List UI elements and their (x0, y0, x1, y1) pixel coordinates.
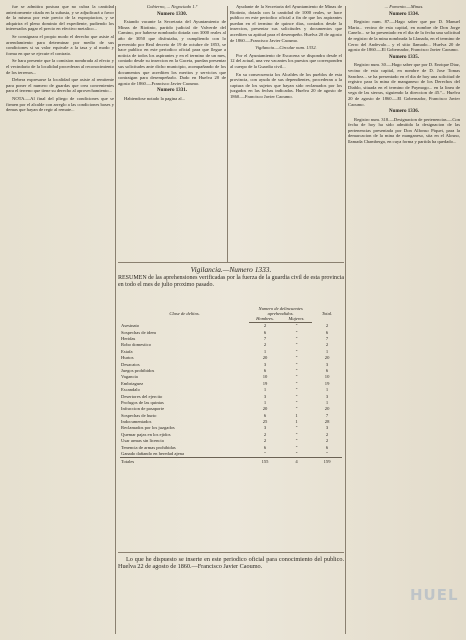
row-label: Sospechas de idem (121, 329, 156, 335)
row-men: 2 (263, 438, 267, 444)
row-total: 3 (325, 425, 329, 431)
col2-paragraph: Habiendose notado la pagina al... (124, 95, 186, 101)
notice-number: Numero 1331. (157, 88, 187, 94)
row-women: " (295, 425, 298, 431)
library-stamp-watermark: HUEL (410, 586, 459, 604)
section-header: ... Fomento.—Minas. (384, 4, 424, 9)
row-men: 25 (262, 419, 268, 425)
row-women: " (295, 444, 298, 450)
row-label: Embriaguez (121, 380, 144, 386)
row-label: Vagancia (121, 374, 138, 380)
table-header-women: Mujeres. (281, 316, 312, 322)
totals-label: Totales (120, 457, 249, 465)
row-total: 20 (324, 355, 330, 361)
row-label: Usar armas sin licencia (121, 438, 164, 444)
row-women: " (295, 399, 298, 405)
row-men: 3 (263, 425, 267, 431)
table-header-class: Clase de delitos. (169, 311, 200, 317)
row-label: Quemar pajas en los ejidos (121, 431, 171, 437)
section-signature: Vigilancia.—Circular num. 1332. (255, 45, 317, 51)
row-men: 3 (263, 393, 267, 399)
row-total: 3 (325, 361, 329, 367)
footer-note-text: Lo que he dispuesto se inserte en este periodico oficial para conocimiento del publico. Huelva 22 de agosto de 1860.—Francisco Javier Caoumo. (118, 556, 344, 570)
row-men: 20 (262, 406, 268, 412)
row-women: " (295, 342, 298, 348)
row-total: 6 (325, 329, 329, 335)
col1-paragraph: Se consignara el propio modo el derecho que asiste al arrendamiento para determinar por medio de sus condiciones si su valor equivale a la tasa y al modo y forma en que se ejecute el contrato. (6, 33, 114, 56)
row-label: Juegos prohibidos (121, 367, 155, 373)
row-men: 19 (262, 380, 268, 386)
row-total: 1 (325, 348, 329, 354)
col4-paragraph: Registro num. 318.—Designacion de pertenencias.—Con fecha de hoy ha sido admitida la designacion de las pertenencias presentada por Don Alfonso Piquet, para la demarcacion de la mina de manganeso, sita en el Alosno, llamada Chamberga, en cuya forma y partida ha quedado... (348, 116, 460, 145)
row-label: Sospechas de hurto (121, 412, 157, 418)
row-label: Heridas (121, 335, 136, 341)
row-total: 3 (325, 393, 329, 399)
table-header-men: Hombres. (249, 316, 281, 322)
row-label: Reclamados por los juzgados (121, 425, 175, 431)
row-label: Escandalo (121, 387, 140, 393)
row-label: Desertores del ejercito (121, 393, 163, 399)
totals-women: 4 (281, 457, 312, 465)
vigilancia-notice (118, 266, 344, 289)
col1-paragraph: fue se admitira postura que no cubra la cantidad anteriormente citada en la subasta, y se adjudicará a favor de la misma por este precio de la expropiacion, y se adquirira el pleno dominio del expediente, pudiendo los interesados pagar el precio en efectivo metalico... (6, 4, 114, 32)
row-women: " (295, 393, 298, 399)
row-total: 20 (324, 406, 330, 412)
col3-paragraph: En su consecuencia los Alcaldes de los pueblos de esta provincia, con ayuda de sus dependientes, procederan a la captura de los sujetos que hayan sido reclamados por los juzgados en las fechas indicadas. Huelva 20 de agosto de 1860.—Francisco Javier Caoumo. (230, 71, 342, 99)
row-total: 28 (324, 419, 330, 425)
column-1 (6, 4, 114, 632)
row-total: 7 (325, 335, 329, 341)
row-total: 2 (325, 431, 329, 437)
row-women: " (295, 355, 298, 361)
notice-number: Numero 1334. (389, 11, 419, 17)
section-divider (118, 262, 344, 263)
row-men: " (264, 451, 266, 457)
table-row (120, 450, 342, 457)
row-label: Infraccion de pasaporte (121, 406, 165, 412)
row-total: 6 (325, 367, 329, 373)
row-women: " (295, 323, 298, 329)
col3-paragraph: Ayudante de la Secretaria del Ayuntamiento de Minas de Riotinto, dotada con la cantidad de 1000 reales, se hace publico en este periodico oficial a fin de que los aspirantes puedan en el termino de quince dias, contados desde la insercion, presentar sus solicitudes y documentos que acrediten su aptitud para el desempeño. Huelva 20 de agosto de 1860.—Francisco Javier Caoumo. (230, 4, 342, 43)
row-men: 2 (263, 323, 267, 329)
col4-paragraph: Registro num. 87.—Hago saber que por D. Manuel Maria... vecino de esta capital, en nombre de Don Jorge Canelo... se ha presentado en el dia de la fecha una solicitud de registro de la mina nombrada la Llanada, en el termino de Cerro del Andevalo... y el sitio llamado... Huelva 20 de agosto de 1860.—El Gobernador, Francisco Javier Caoumo. (348, 19, 460, 53)
col3-paragraph: Por el Ayuntamiento de Escacena se dispondra desde el 12 del actual, una vez vacantes los puestos que corresponden al cuerpo de la Guardia civil... (230, 52, 342, 69)
row-women: 1 (295, 412, 298, 418)
row-men: 2 (263, 431, 267, 437)
col1-paragraph: Debera expresarse la localidad que asiste al remitente para poner el numero de guardas que crea convenientes para el terreno que tiene su derecho al aprovechamiento... (6, 77, 114, 94)
table-header-group: Numero de delincuentes aprehendidos. (258, 306, 303, 317)
row-women: 1 (295, 419, 298, 425)
row-total: 2 (325, 322, 329, 328)
table-header-total: Total. (321, 311, 333, 317)
notice-description: RESUMEN de las aprehensiones verificadas por la fuerza de la guardia civil de esta provincia en todo el mes de julio proximo pasado. (118, 275, 344, 288)
row-women: " (295, 367, 298, 373)
table-totals-row (120, 457, 342, 465)
row-label: Profugos de las quintas (121, 399, 164, 405)
row-label: Estafa (121, 348, 133, 354)
notice-number: Numero 1335. (389, 54, 419, 60)
column-2 (118, 4, 226, 262)
row-label: Desacatos (121, 361, 140, 367)
col1-paragraph: NOTA.—Al final del pliego de condiciones que se firmen por el alcalde con arreglo a las condiciones bases y demas que hayan de regir al remate... (6, 95, 114, 113)
row-women: " (295, 348, 298, 354)
row-women: " (295, 451, 298, 457)
row-women: " (295, 361, 298, 367)
row-total: " (326, 451, 329, 457)
row-men: 6 (263, 412, 267, 418)
row-label: Hurtos (121, 355, 134, 361)
row-total: 1 (325, 399, 329, 405)
row-total: 10 (324, 374, 330, 380)
row-label: Indocumentados (121, 419, 152, 425)
row-total: 2 (325, 438, 329, 444)
notice-heading: Vigilancia.—Numero 1333. (190, 265, 272, 274)
row-label: Tenencia de armas prohibidas (121, 444, 176, 450)
row-total: 6 (325, 444, 329, 450)
column-divider (115, 6, 116, 634)
row-men: 10 (262, 374, 268, 380)
row-label: Ganado dañando en heredad ajena (121, 451, 185, 457)
row-men: 1 (263, 399, 267, 405)
row-women: " (295, 380, 298, 386)
footer-note (118, 556, 344, 570)
row-women: " (295, 374, 298, 380)
arrests-table (120, 306, 342, 465)
column-divider (227, 6, 228, 262)
column-4 (348, 4, 460, 632)
col2-paragraph: Estando vacante la Secretaria del Ayuntamiento de Minas de Riotinto, partido judicial de Valverde del Camino, por haberse nombrado dotada con 3000 reales al año de 3050 que disfrutaba, y cumpliendo con lo prevenido por Real decreto de 19 de octubre de 1853, se hace publico en este periodico oficial para que llegue a noticia de todos los aspirantes y en el termino de un mes, contado desde su insercion en la Gaceta, puedan presentar sus solicitudes ante dicho municipio, acompañando de los documentos que acrediten los meritos y servicios que contraigan para desempeñarlo. Dado en Huelva 20 de agosto de 1860.—Francisco Javier Caoumo. (118, 19, 226, 86)
row-women: " (295, 438, 298, 444)
row-women: " (295, 335, 298, 341)
row-men: 6 (263, 444, 267, 450)
column-divider (345, 6, 346, 634)
notice-number: Numero 1330. (157, 11, 187, 17)
column-3 (230, 4, 342, 262)
table-row (120, 322, 342, 329)
row-women: " (295, 329, 298, 335)
row-men: 6 (263, 367, 267, 373)
table-body (120, 322, 342, 465)
section-signature: Gobierno, ... Negociado 1.º (146, 4, 198, 9)
row-women: " (295, 431, 298, 437)
row-total: 19 (324, 380, 330, 386)
row-total: 1 (325, 387, 329, 393)
row-total: 7 (325, 412, 329, 418)
row-men: 1 (263, 348, 267, 354)
row-label: Robo domestico (121, 342, 151, 348)
totals-men: 155 (249, 457, 281, 465)
row-men: 20 (262, 355, 268, 361)
row-men: 6 (263, 329, 267, 335)
row-men: 3 (263, 361, 267, 367)
section-divider (118, 552, 344, 553)
notice-number: Numero 1336. (389, 109, 419, 115)
row-women: " (295, 387, 298, 393)
row-label: Asesinato (121, 322, 140, 328)
row-men: 1 (263, 387, 267, 393)
col4-paragraph: Registro num. 30.—Hago saber que por D. Enrique Diaz, vecino de esta capital, en nombre de D. Jose Tomas Sanchez... se ha presentado en el dia de hoy una solicitud de registro para la mina de manganeso de los Derechos del Diablo, situada en el termino de Paymogo... en la linea de vega de las sierras, siguiendo la direccion de 45.º... Huelva 20 de agosto de 1860.—El Gobernador, Francisco Javier Caoumo. (348, 62, 460, 107)
row-total: 2 (325, 342, 329, 348)
col1-paragraph: Se hara presente que la comision nombrada al efecto y el vecindario de la localidad procederan al reconocimiento de los terrenos... (6, 58, 114, 75)
row-women: " (295, 406, 298, 412)
row-men: 2 (263, 342, 267, 348)
row-men: 7 (263, 335, 267, 341)
totals-total: 159 (312, 457, 342, 465)
